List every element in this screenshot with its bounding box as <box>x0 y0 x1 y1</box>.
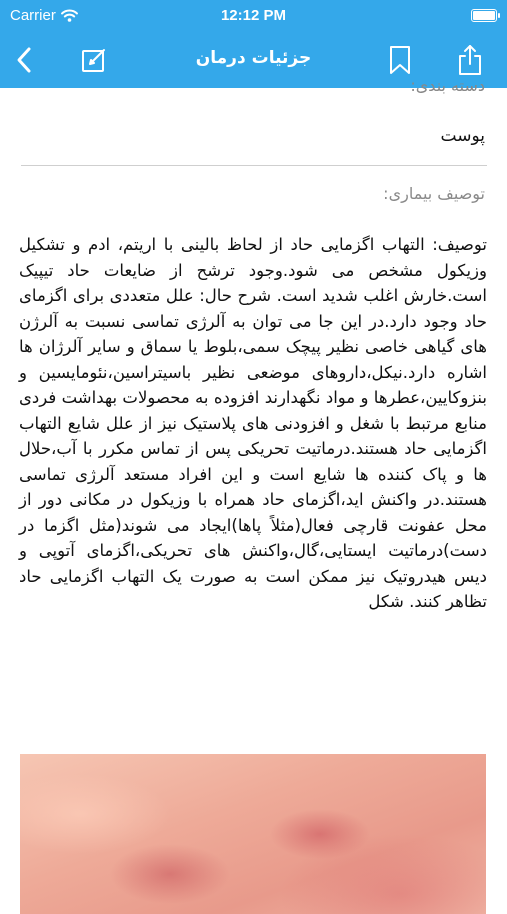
skin-condition-photo <box>20 754 486 914</box>
status-bar <box>0 0 507 32</box>
divider <box>21 165 487 166</box>
battery-icon <box>471 9 497 22</box>
share-icon <box>456 44 484 76</box>
status-time: 12:12 PM <box>220 7 287 24</box>
bookmark-button[interactable] <box>382 42 418 78</box>
bookmark-icon <box>388 45 412 75</box>
content-area[interactable] <box>0 76 507 900</box>
category-value: پوست <box>440 126 485 146</box>
category-label: دسته بندی: <box>410 76 485 95</box>
page-title: جزئیات درمان <box>195 48 312 68</box>
carrier-label: Carrier <box>10 7 56 24</box>
description-text: توصیف: التهاب اگزمایی حاد از لحاظ بالینی با اریتم، ادم و تشکیل وزیکول مشخص می شود.وجود ترشح از ضایعات حاد تیپیک است.خارش اغلب شدید است. شرح حال: علل متعددی برای اگزمای حاد وجود دارد.در این جا می توان به آلرژی تماسی نسبت به آلرژن های گیاهی خاصی نظیر پیچک سمی،بلوط یا سماق و سایر آلرژان ها اشاره دارد.نیکل،داروهای موضعی نظیر باسیتراسین،نئومایسین و بنزوکایین،عطرها و مواد نگهدارند افزوده به محصولات بهداشت فردی منابع مرتبط با شغل و افزودنی های پلاستیک نیز از علل شایع التهاب اگزمایی حاد هستند.درماتیت تحریکی پس از تماس مکرر با آب،حلال ها و پاک کننده ها شایع است و این افراد مستعد آلرژی تماسی هستند.در واکنش اید،اگزمای حاد همراه با وزیکول در مکانی دور از محل عفونت قارچی فعال(مثلاً پاها)ایجاد می شوند(مثل اگزما در دست)درماتیت ایستایی،گال،واکنش های تحریکی،اگزمای آتوپی و دیس هیدروتیک نیز ممکن است به صورت یک التهاب اگزمایی حاد تظاهر کنند. شکل <box>19 235 487 611</box>
share-button[interactable] <box>452 42 488 78</box>
description-label: توصیف بیماری: <box>383 184 485 203</box>
